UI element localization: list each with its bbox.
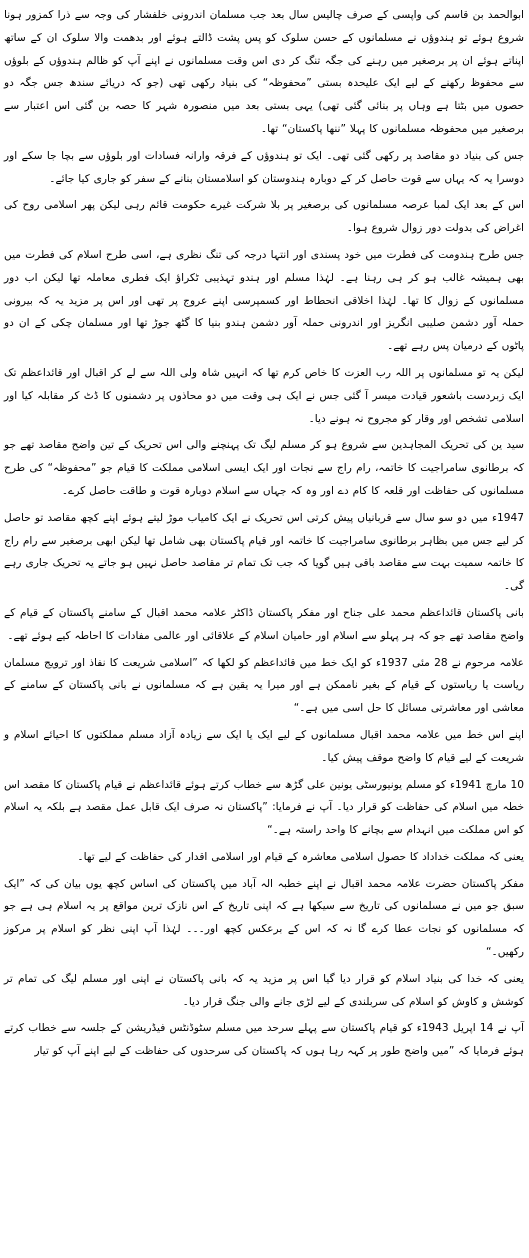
paragraph: علامہ مرحوم نے 28 مئی 1937ء کو ایک خط میں قائداعظم کو لکھا کہ ”اسلامی شریعت کا نفاذ اور ترویج مسلمان ریاست یا ریاستوں کے قیام کے بغیر ناممکن ہے اور میرا یہ یقین ہے کہ مسلمانوں نے بانی پاکستان کے سامنے کے معاشی اور معاشرتی مسائل کا حل اسی میں ہے۔“ xyxy=(4,656,525,715)
paragraph: یعنی کہ خدا کی بنیاد اسلام کو قرار دیا گیا اس پر مزید یہ کہ بانی پاکستان نے اپنی اور مسلم لیگ کی تمام تر کوشش و کاوش کو اسلام کی سربلندی کے لیے لڑی جانے والی جنگ قرار دیا۔ xyxy=(4,972,524,1008)
paragraph: ابوالحمد بن قاسم کی واپسی کے صرف چالیس سال بعد جب مسلمان اندرونی خلفشار کی وجہ سے ذرا کمزور ہونا شروع ہوئے تو ہندوؤں نے مسلمانوں کے حسن سلوک کو پس پشت ڈالتے ہوئے اور بدھمت والا سلوک ان کے ساتھ اپناتے ہوئے ان پر برصغیر میں رہنے کی جگہ تنگ کر دی اس وقت مسلمانوں نے اپنے آپ کو ظالم ہندوؤں کے بلوؤں سے محفوظ رکھنے کے لیے ایک علیحدہ بستی ”محفوظہ“ کی بنیاد رکھی تھی (جو کہ دریائے سندھ جس جگہ دو حصوں میں بٹتا ہے وہاں پر بنائی گئی تھی) یہی بستی بعد میں منصورہ شہر کا حصہ بن گئی اس اعتبار سے برصغیر میں محفوظہ مسلمانوں کا پہلا ”ننھا پاکستان“ تھا۔ xyxy=(4,9,524,135)
paragraph: اس کے بعد ایک لمبا عرصہ مسلمانوں کی برصغیر پر بلا شرکت غیرے حکومت قائم رہی لیکن پھر اسلامی روح کی اغراض کی بدولت دور زوال شروع ہوا۔ xyxy=(4,199,524,235)
paragraph: یعنی کہ مملکت خداداد کا حصول اسلامی معاشرہ کے قیام اور اسلامی اقدار کی حفاظت کے لیے تھا۔ xyxy=(77,850,524,863)
paragraph: 1947ء میں دو سو سال سے قربانیاں پیش کرتی اس تحریک نے ایک کامیاب موڑ لیتے ہوئے اپنے کچھ مقاصد تو حاصل کر لیے جس میں بظاہر برطانوی سامراجیت کا خاتمہ اور قیام پاکستان بھی شامل تھا لیکن ابھی برصغیر سے رام راج کا خاتمہ سمیت بہت سے مقاصد باقی ہیں گویا کہ جب تک تمام تر مقاصد حاصل نہیں ہو جاتے یہ تحریک جاری رہے گی۔ xyxy=(4,511,524,593)
paragraph: مفکر پاکستان حضرت علامہ محمد اقبال نے اپنے خطبہ الہ آباد میں پاکستان کی اساس کچھ یوں بیان کی کہ ”ایک سبق جو میں نے مسلمانوں کی تاریخ سے سیکھا ہے کہ اپنی تاریخ کے اس نازک ترین مواقع پر یہ اسلام ہی ہے جو کہ مسلمانوں کو نجات عطا کرے گا نہ کہ اس کے برعکس کچھ اور۔۔۔ لہٰذا آپ اپنی نظر کو اسلام پر مرکوز رکھیں۔“ xyxy=(4,877,524,959)
paragraph: اپنے اس خط میں علامہ محمد اقبال مسلمانوں کے لیے ایک یا ایک سے زیادہ آزاد مسلم مملکتوں کا احیائے اسلام و شریعت کے لیے قیام کا واضح موقف پیش کیا۔ xyxy=(4,728,524,764)
paragraph: آپ نے 14 اپریل 1943ء کو قیام پاکستان سے پہلے سرحد میں مسلم سٹوڈنٹس فیڈریشن کے جلسہ سے خطاب کرتے ہوئے فرمایا کہ ”میں واضح طور پر کہہ رہا ہوں کہ پاکستان کی سرحدوں کی حفاظت کے لیے اپنے آپ کو تیار xyxy=(4,1022,524,1058)
paragraph: جس کی بنیاد دو مقاصد پر رکھی گئی تھی۔ ایک تو ہندوؤں کے فرقہ وارانہ فسادات اور بلوؤں سے بچا جا سکے اور دوسرا یہ کہ یہاں سے قوت حاصل کر کے دوبارہ ہندوستان کو اسلامستان بنانے کے سفر کو جاری کیا جائے۔ xyxy=(4,149,524,185)
paragraph: بانی پاکستان قائداعظم محمد علی جناح اور مفکر پاکستان ڈاکٹر علامہ محمد اقبال کے سامنے پاکستان کے قیام کے واضح مقاصد تھے جو کہ ہر پہلو سے اسلام اور حامیان اسلام کے علاقائی اور عالمی مفادات کا احاطہ کیے ہوئے تھے۔ xyxy=(4,606,524,642)
paragraph: جس طرح ہندومت کی فطرت میں خود پسندی اور انتہا درجہ کی تنگ نظری ہے، اسی طرح اسلام کی فطرت میں بھی ہمیشہ غالب ہو کر ہی رہنا ہے۔ لہٰذا مسلم اور ہندو تہذیبی ٹکراؤ ایک فطری معاملہ تھا لیکن اب دور مسلمانوں کے زوال کا تھا۔ لہٰذا اخلاقی انحطاط اور کسمپرسی اپنے عروج پر تھی اور اس پر مزید یہ کہ بیرونی حملہ آور دشمن صلیبی انگریز اور اندرونی حملہ آور دشمن ہندو بنیا کا گٹھ جوڑ تھا اور مسلمان چکی کے ان دو پاٹوں کے درمیان پس رہے تھے۔ xyxy=(4,248,524,353)
paragraph: سید ین کی تحریک المجاہدین سے شروع ہو کر مسلم لیگ تک پہنچنے والی اس تحریک کے تین واضح مقاصد تھے جو کہ برطانوی سامراجیت کا خاتمہ، رام راج سے نجات اور ایک ایسی اسلامی مملکت کا قیام جو ”محفوظہ“ کی طرح مسلمانوں کی حفاظت اور قلعہ کا کام دے اور وہ کہ جہاں سے اسلام دوبارہ قوت و طاقت حاصل کرے۔ xyxy=(4,439,524,497)
paragraph: لیکن یہ تو مسلمانوں پر اللہ رب العزت کا خاص کرم تھا کہ انہیں شاہ ولی اللہ سے لے کر اقبال اور قائداعظم تک ایک زبردست باشعور قیادت میسر آ گئی جس نے ایک ہی وقت میں دو محاذوں پر دشمنوں کا ڈٹ کر مقابلہ کیا اور اسلامی تشخص اور وقار کو مجروح نہ ہونے دیا۔ xyxy=(4,366,524,425)
paragraph: 10 مارچ 1941ء کو مسلم یونیورسٹی یونین علی گڑھ سے خطاب کرتے ہوئے قائداعظم نے قیام پاکستان کا مقصد اس خطہ میں اسلام کی حفاظت کو قرار دیا۔ آپ نے فرمایا: ”پاکستان نہ صرف ایک قابل عمل مقصد ہے بلکہ یہ اسلام کو اس مملکت میں انہدام سے بچانے کا واحد راستہ ہے۔“ xyxy=(4,778,525,837)
